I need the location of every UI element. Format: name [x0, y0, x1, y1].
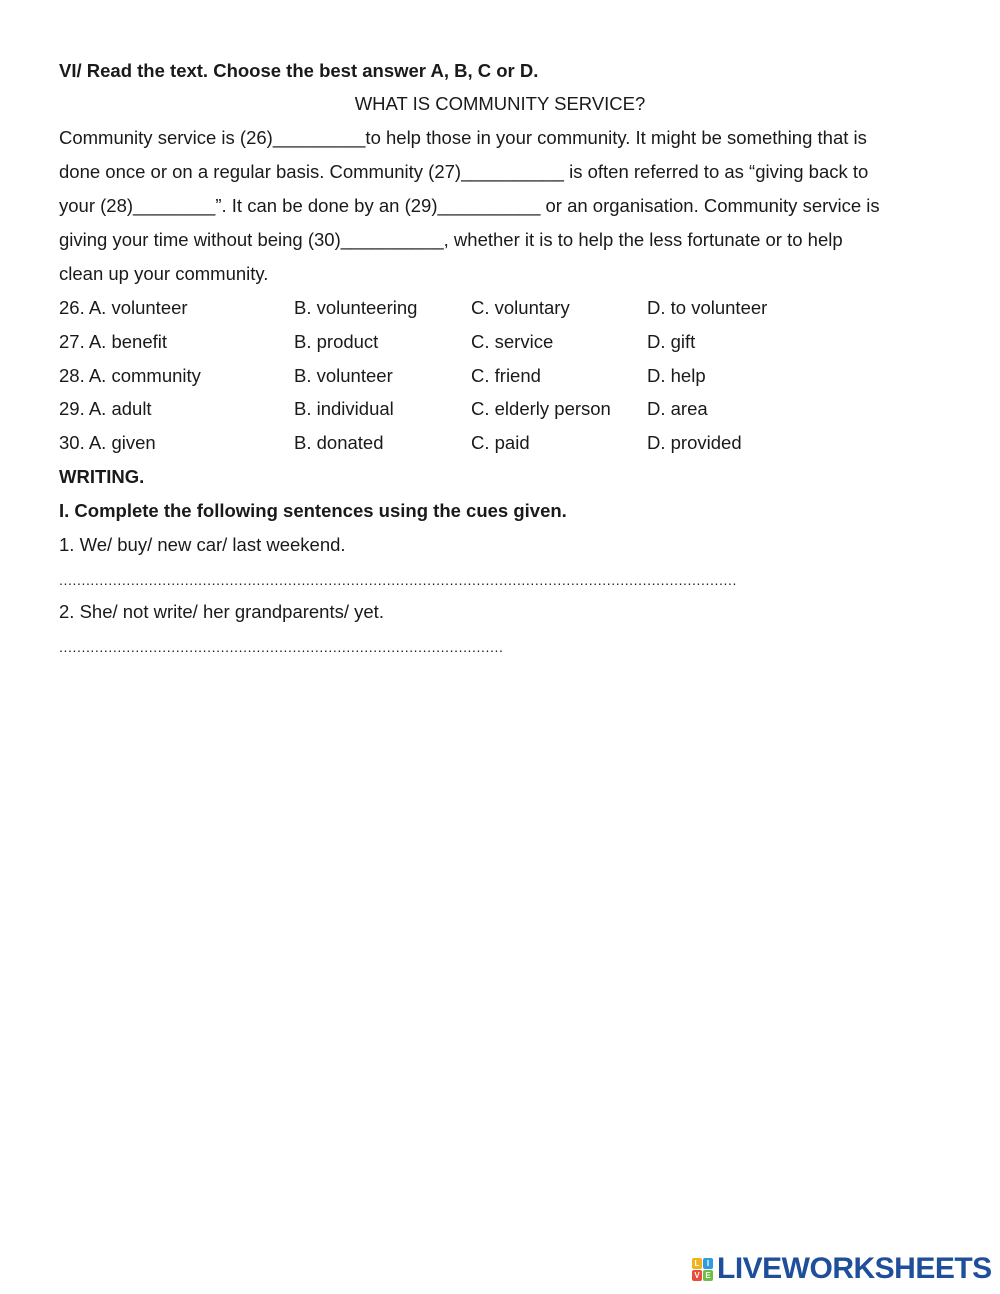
- option-c[interactable]: C. service: [471, 331, 554, 352]
- option-a[interactable]: 28. A. community: [59, 365, 201, 386]
- option-a[interactable]: 27. A. benefit: [59, 331, 168, 352]
- logo-text: LIVEWORKSHEETS: [717, 1252, 992, 1285]
- logo-mark-l: L: [692, 1258, 702, 1269]
- answer-line-1[interactable]: .......................................................................................................................................................: [59, 573, 737, 587]
- option-d[interactable]: D. provided: [647, 432, 742, 453]
- option-c[interactable]: C. paid: [471, 432, 530, 453]
- section-title: VI/ Read the text. Choose the best answer A, B, C or D.: [59, 60, 539, 81]
- passage-line: your (28)________”. It can be done by an (29)__________ or an organisation. Community service is: [59, 195, 880, 216]
- option-b[interactable]: B. individual: [294, 398, 394, 419]
- logo-mark-icon: [692, 1258, 713, 1281]
- option-c[interactable]: C. friend: [471, 365, 541, 386]
- option-a[interactable]: 29. A. adult: [59, 398, 152, 419]
- option-d[interactable]: D. gift: [647, 331, 696, 352]
- passage-line: done once or on a regular basis. Community (27)__________ is often referred to as “giving back to: [59, 161, 869, 182]
- answer-line-2[interactable]: ...................................................................................................: [59, 640, 504, 654]
- passage-title: WHAT IS COMMUNITY SERVICE?: [354, 93, 646, 114]
- option-c[interactable]: C. voluntary: [471, 297, 570, 318]
- writing-heading: WRITING.: [59, 466, 145, 487]
- liveworksheets-logo: [692, 1254, 992, 1284]
- logo-mark-v: V: [692, 1270, 702, 1281]
- passage-line: Community service is (26)_________to help those in your community. It might be something that is: [59, 127, 867, 148]
- option-d[interactable]: D. help: [647, 365, 706, 386]
- option-a[interactable]: 30. A. given: [59, 432, 156, 453]
- logo-mark-i: I: [703, 1258, 713, 1269]
- writing-cue-2: 2. She/ not write/ her grandparents/ yet.: [59, 601, 384, 622]
- option-b[interactable]: B. volunteer: [294, 365, 393, 386]
- option-c[interactable]: C. elderly person: [471, 398, 611, 419]
- option-d[interactable]: D. to volunteer: [647, 297, 768, 318]
- option-b[interactable]: B. donated: [294, 432, 384, 453]
- passage-line: clean up your community.: [59, 263, 269, 284]
- option-b[interactable]: B. product: [294, 331, 379, 352]
- option-b[interactable]: B. volunteering: [294, 297, 418, 318]
- option-d[interactable]: D. area: [647, 398, 708, 419]
- writing-cue-1: 1. We/ buy/ new car/ last weekend.: [59, 534, 346, 555]
- writing-instruction: I. Complete the following sentences using the cues given.: [59, 500, 567, 521]
- passage-line: giving your time without being (30)__________, whether it is to help the less fortunate or to help: [59, 229, 843, 250]
- option-a[interactable]: 26. A. volunteer: [59, 297, 188, 318]
- logo-mark-e: E: [703, 1270, 713, 1281]
